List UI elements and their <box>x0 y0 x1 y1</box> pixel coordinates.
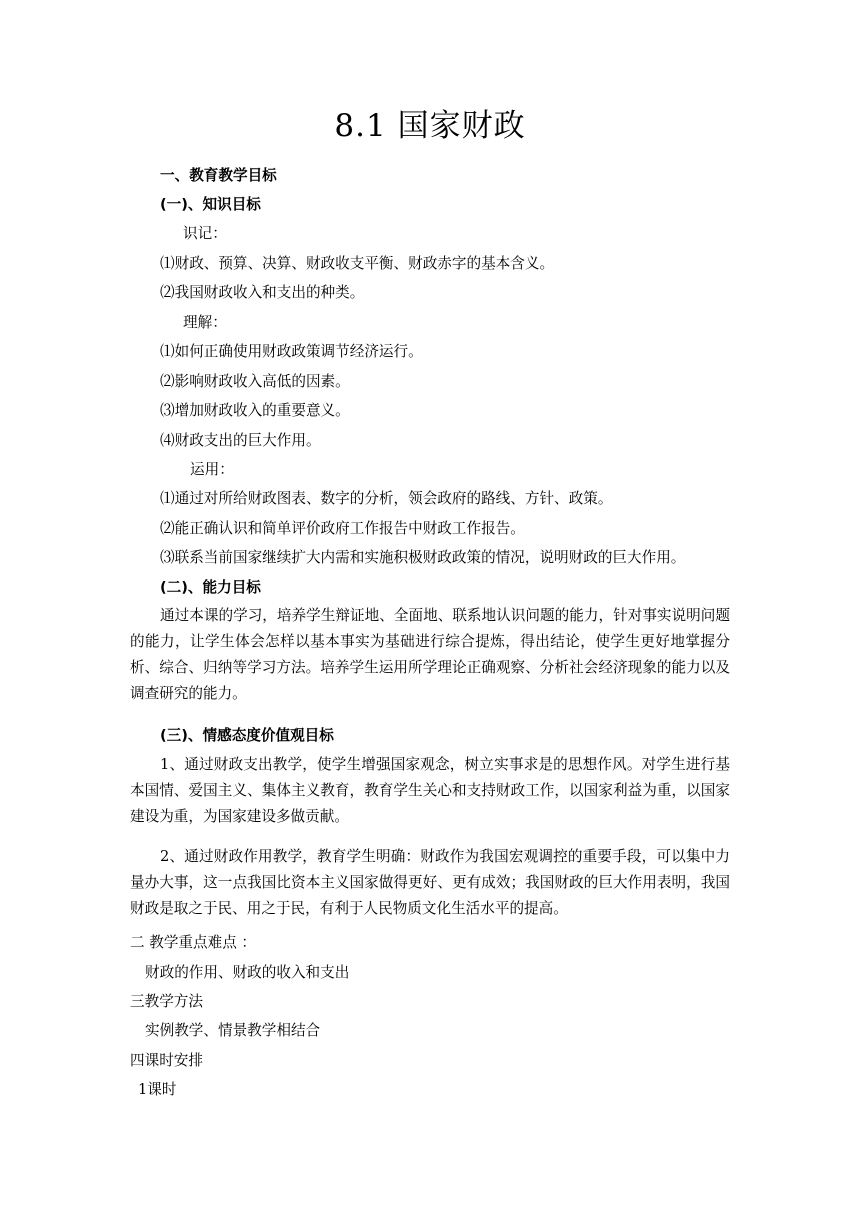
apply-label: 运用： <box>190 461 234 478</box>
section-2-text: 财政的作用、财政的收入和支出 <box>145 964 350 981</box>
knowledge-goals-heading: (一)、知识目标 <box>160 196 261 213</box>
understand-item: ⑶增加财政收入的重要意义。 <box>160 402 350 419</box>
recall-label: 识记： <box>183 225 227 242</box>
section-1-heading: 一、教育教学目标 <box>160 167 277 184</box>
section-3-heading: 三教学方法 <box>130 993 203 1010</box>
section-4-heading: 四课时安排 <box>130 1052 203 1069</box>
apply-item: ⑴通过对所给财政图表、数字的分析，领会政府的路线、方针、政策。 <box>160 490 613 507</box>
attitude-goals-paragraph-2: 2、通过财政作用教学，教育学生明确：财政作为我国宏观调控的重要手段，可以集中力量办大事，这一点我国比资本主义国家做得更好、更有成效；我国财政的巨大作用表明，我国财政是取之于民、用之于民，有利于人民物质文化生活水平的提高。 <box>130 848 730 917</box>
apply-item: ⑵能正确认识和简单评价政府工作报告中财政工作报告。 <box>160 520 525 537</box>
recall-item: ⑵我国财政收入和支出的种类。 <box>160 284 365 301</box>
page-title: 8.1 国家财政 <box>334 108 526 144</box>
recall-item: ⑴财政、预算、决算、财政收支平衡、财政赤字的基本含义。 <box>160 255 555 272</box>
section-2-heading: 二 教学重点难点 ： <box>130 934 257 951</box>
understand-item: ⑵影响财政收入高低的因素。 <box>160 373 350 390</box>
section-3-text: 实例教学、情景教学相结合 <box>145 1022 321 1039</box>
ability-goals-paragraph: 通过本课的学习，培养学生辩证地、全面地、联系地认识问题的能力，针对事实说明问题的能力，让学生体会怎样以基本事实为基础进行综合提炼，得出结论，使学生更好地掌握分析、综合、归纳等学习方法。培养学生运用所学理论正确观察、分析社会经济现象的能力以及调查研究的能力。 <box>130 607 730 702</box>
understand-item: ⑴如何正确使用财政政策调节经济运行。 <box>160 343 423 360</box>
understand-item: ⑷财政支出的巨大作用。 <box>160 432 321 449</box>
understand-label: 理解： <box>183 314 227 331</box>
ability-goals-heading: (二)、能力目标 <box>160 579 261 596</box>
attitude-goals-heading: (三)、情感态度价值观目标 <box>160 727 334 744</box>
attitude-goals-paragraph-1: 1、通过财政支出教学，使学生增强国家观念，树立实事求是的思想作风。对学生进行基本国情、爱国主义、集体主义教育，教育学生关心和支持财政工作，以国家利益为重，以国家建设为重，为国家建设多做贡献。 <box>130 756 730 825</box>
apply-item: ⑶联系当前国家继续扩大内需和实施积极财政政策的情况，说明财政的巨大作用。 <box>160 549 686 566</box>
section-4-text: 1课时 <box>138 1081 177 1098</box>
